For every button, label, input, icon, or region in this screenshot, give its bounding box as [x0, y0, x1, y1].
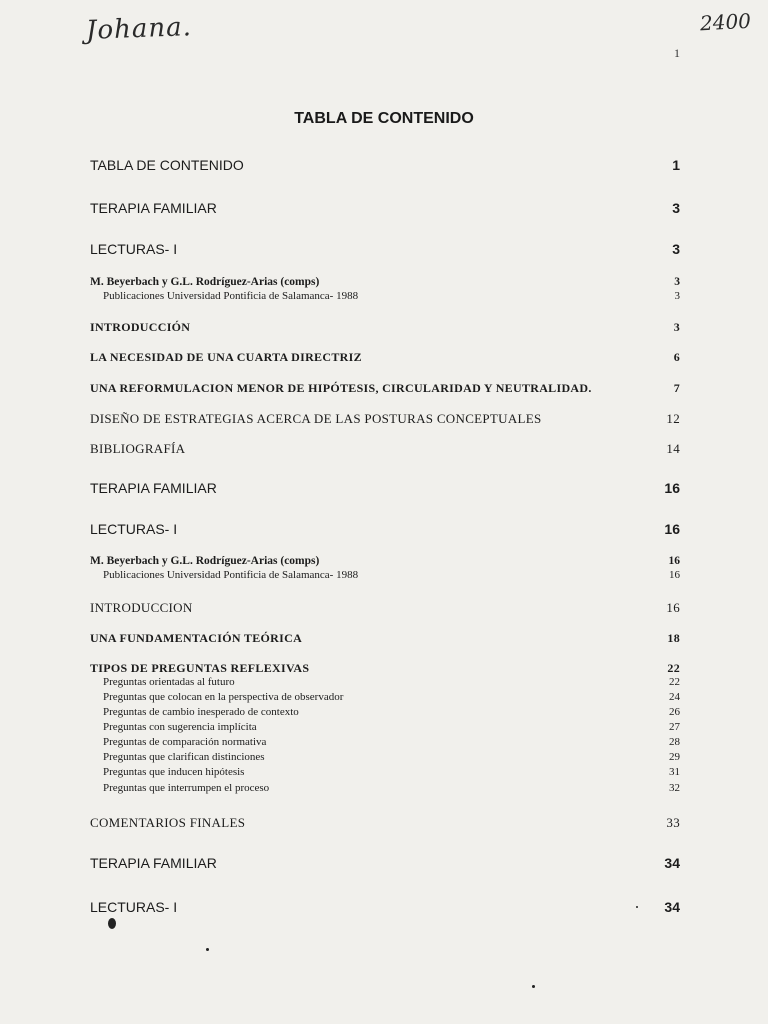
toc-entry [90, 411, 680, 427]
toc-entry-title: M. Beyerbach y G.L. Rodríguez-Arias (comps) [90, 276, 320, 288]
toc-entry-page: 33 [666, 815, 680, 830]
toc-entry-title: INTRODUCCIÓN [90, 320, 191, 334]
toc-entry [90, 521, 680, 537]
ink-speck [636, 906, 638, 908]
toc-entry-title: Preguntas con sugerencia implícita [103, 721, 257, 733]
toc-entry [90, 631, 680, 646]
toc-entry [90, 441, 680, 457]
toc-entry-title: Publicaciones Universidad Pontificia de Salamanca- 1988 [103, 290, 359, 302]
toc-entry [90, 661, 680, 676]
toc-entry-page: 24 [669, 691, 680, 703]
toc-entry [90, 600, 680, 616]
toc-entry [90, 241, 680, 257]
toc-entry-title: COMENTARIOS FINALES [90, 815, 246, 830]
ink-speck [108, 918, 116, 929]
toc-entry-title: Preguntas que clarifican distinciones [103, 751, 265, 763]
toc-entry-title: DISEÑO DE ESTRATEGIAS ACERCA DE LAS POSTURAS CONCEPTUALES [90, 411, 542, 426]
toc-entry [90, 766, 680, 778]
toc-entry-page: 7 [673, 381, 680, 395]
toc-entry-page: 34 [664, 899, 680, 915]
toc-entry-page: 26 [669, 706, 680, 718]
toc-entry-page: 28 [669, 736, 680, 748]
toc-entry-title: Preguntas de comparación normativa [103, 736, 267, 748]
toc-entry [90, 276, 680, 288]
toc-entry [90, 782, 680, 794]
toc-entry [90, 555, 680, 567]
ink-speck [532, 985, 535, 988]
toc-entry [90, 480, 680, 496]
toc-entry-page: 22 [669, 676, 680, 688]
toc-entry-page: 16 [666, 600, 680, 615]
toc-entry [90, 899, 680, 915]
toc-entry-title: TABLA DE CONTENIDO [90, 157, 244, 173]
toc-entry-title: TERAPIA FAMILIAR [90, 855, 217, 871]
toc-entry-title: TERAPIA FAMILIAR [90, 480, 217, 496]
toc-entry [90, 381, 680, 396]
toc-entry-title: LA NECESIDAD DE UNA CUARTA DIRECTRIZ [90, 350, 362, 364]
toc-entry-page: 14 [666, 441, 680, 456]
toc-entry-title: UNA FUNDAMENTACIÓN TEÓRICA [90, 631, 303, 645]
toc-entry [90, 157, 680, 173]
toc-entry-title: UNA REFORMULACION MENOR DE HIPÓTESIS, CIRCULARIDAD Y NEUTRALIDAD. [90, 381, 592, 395]
toc-entry-page: 34 [664, 855, 680, 871]
toc-entry [90, 691, 680, 703]
toc-entry-page: 1 [672, 157, 680, 173]
toc-entry-page: 12 [666, 411, 680, 426]
toc-entry-title: Preguntas que inducen hipótesis [103, 766, 245, 778]
toc-entry-title: LECTURAS- I [90, 241, 178, 257]
toc-entry [90, 569, 680, 581]
toc-entry-page: 16 [669, 569, 680, 581]
toc-entry-page: 3 [674, 290, 680, 302]
handwritten-name: Johana. [85, 12, 193, 46]
toc-entry-title: LECTURAS- I [90, 521, 178, 537]
toc-entry [90, 350, 680, 365]
toc-entry-title: Preguntas que interrumpen el proceso [103, 782, 270, 794]
toc-entry-title: TERAPIA FAMILIAR [90, 200, 217, 216]
toc-entry-page: 3 [674, 276, 680, 288]
toc-entry [90, 706, 680, 718]
toc-entry-page: 6 [673, 350, 680, 364]
toc-entry-page: 3 [672, 200, 680, 216]
toc-entry-title: INTRODUCCION [90, 600, 193, 615]
toc-entry [90, 200, 680, 216]
toc-entry-title: Publicaciones Universidad Pontificia de Salamanca- 1988 [103, 569, 359, 581]
toc-entry [90, 320, 680, 335]
toc-entry-page: 31 [669, 766, 680, 778]
toc-entry-page: 16 [668, 555, 680, 567]
toc-entry-title: Preguntas orientadas al futuro [103, 676, 235, 688]
toc-entry [90, 855, 680, 871]
page-title: TABLA DE CONTENIDO [294, 110, 474, 127]
toc-entry [90, 736, 680, 748]
handwritten-number: 2400 [699, 8, 752, 36]
toc-entry [90, 290, 680, 302]
toc-entry-page: 18 [667, 631, 680, 645]
toc-entry-page: 27 [669, 721, 680, 733]
toc-entry-title: LECTURAS- I [90, 899, 178, 915]
toc-entry [90, 815, 680, 831]
toc-entry [90, 721, 680, 733]
toc-entry-title: BIBLIOGRAFÍA [90, 441, 186, 456]
toc-entry-title: TIPOS DE PREGUNTAS REFLEXIVAS [90, 661, 310, 675]
toc-entry [90, 751, 680, 763]
toc-entry-page: 3 [673, 320, 680, 334]
toc-entry-title: M. Beyerbach y G.L. Rodríguez-Arias (comps) [90, 555, 320, 567]
toc-entry-page: 32 [669, 782, 680, 794]
toc-entry-page: 16 [664, 521, 680, 537]
toc-entry-page: 29 [669, 751, 680, 763]
toc-entry-page: 16 [664, 480, 680, 496]
toc-entry-title: Preguntas que colocan en la perspectiva de observador [103, 691, 344, 703]
toc-entry [90, 676, 680, 688]
toc-entry-page: 22 [667, 661, 680, 675]
toc-entry-title: Preguntas de cambio inesperado de contexto [103, 706, 299, 718]
page-number: 1 [674, 46, 680, 60]
toc-entry-page: 3 [672, 241, 680, 257]
ink-speck [206, 948, 209, 951]
